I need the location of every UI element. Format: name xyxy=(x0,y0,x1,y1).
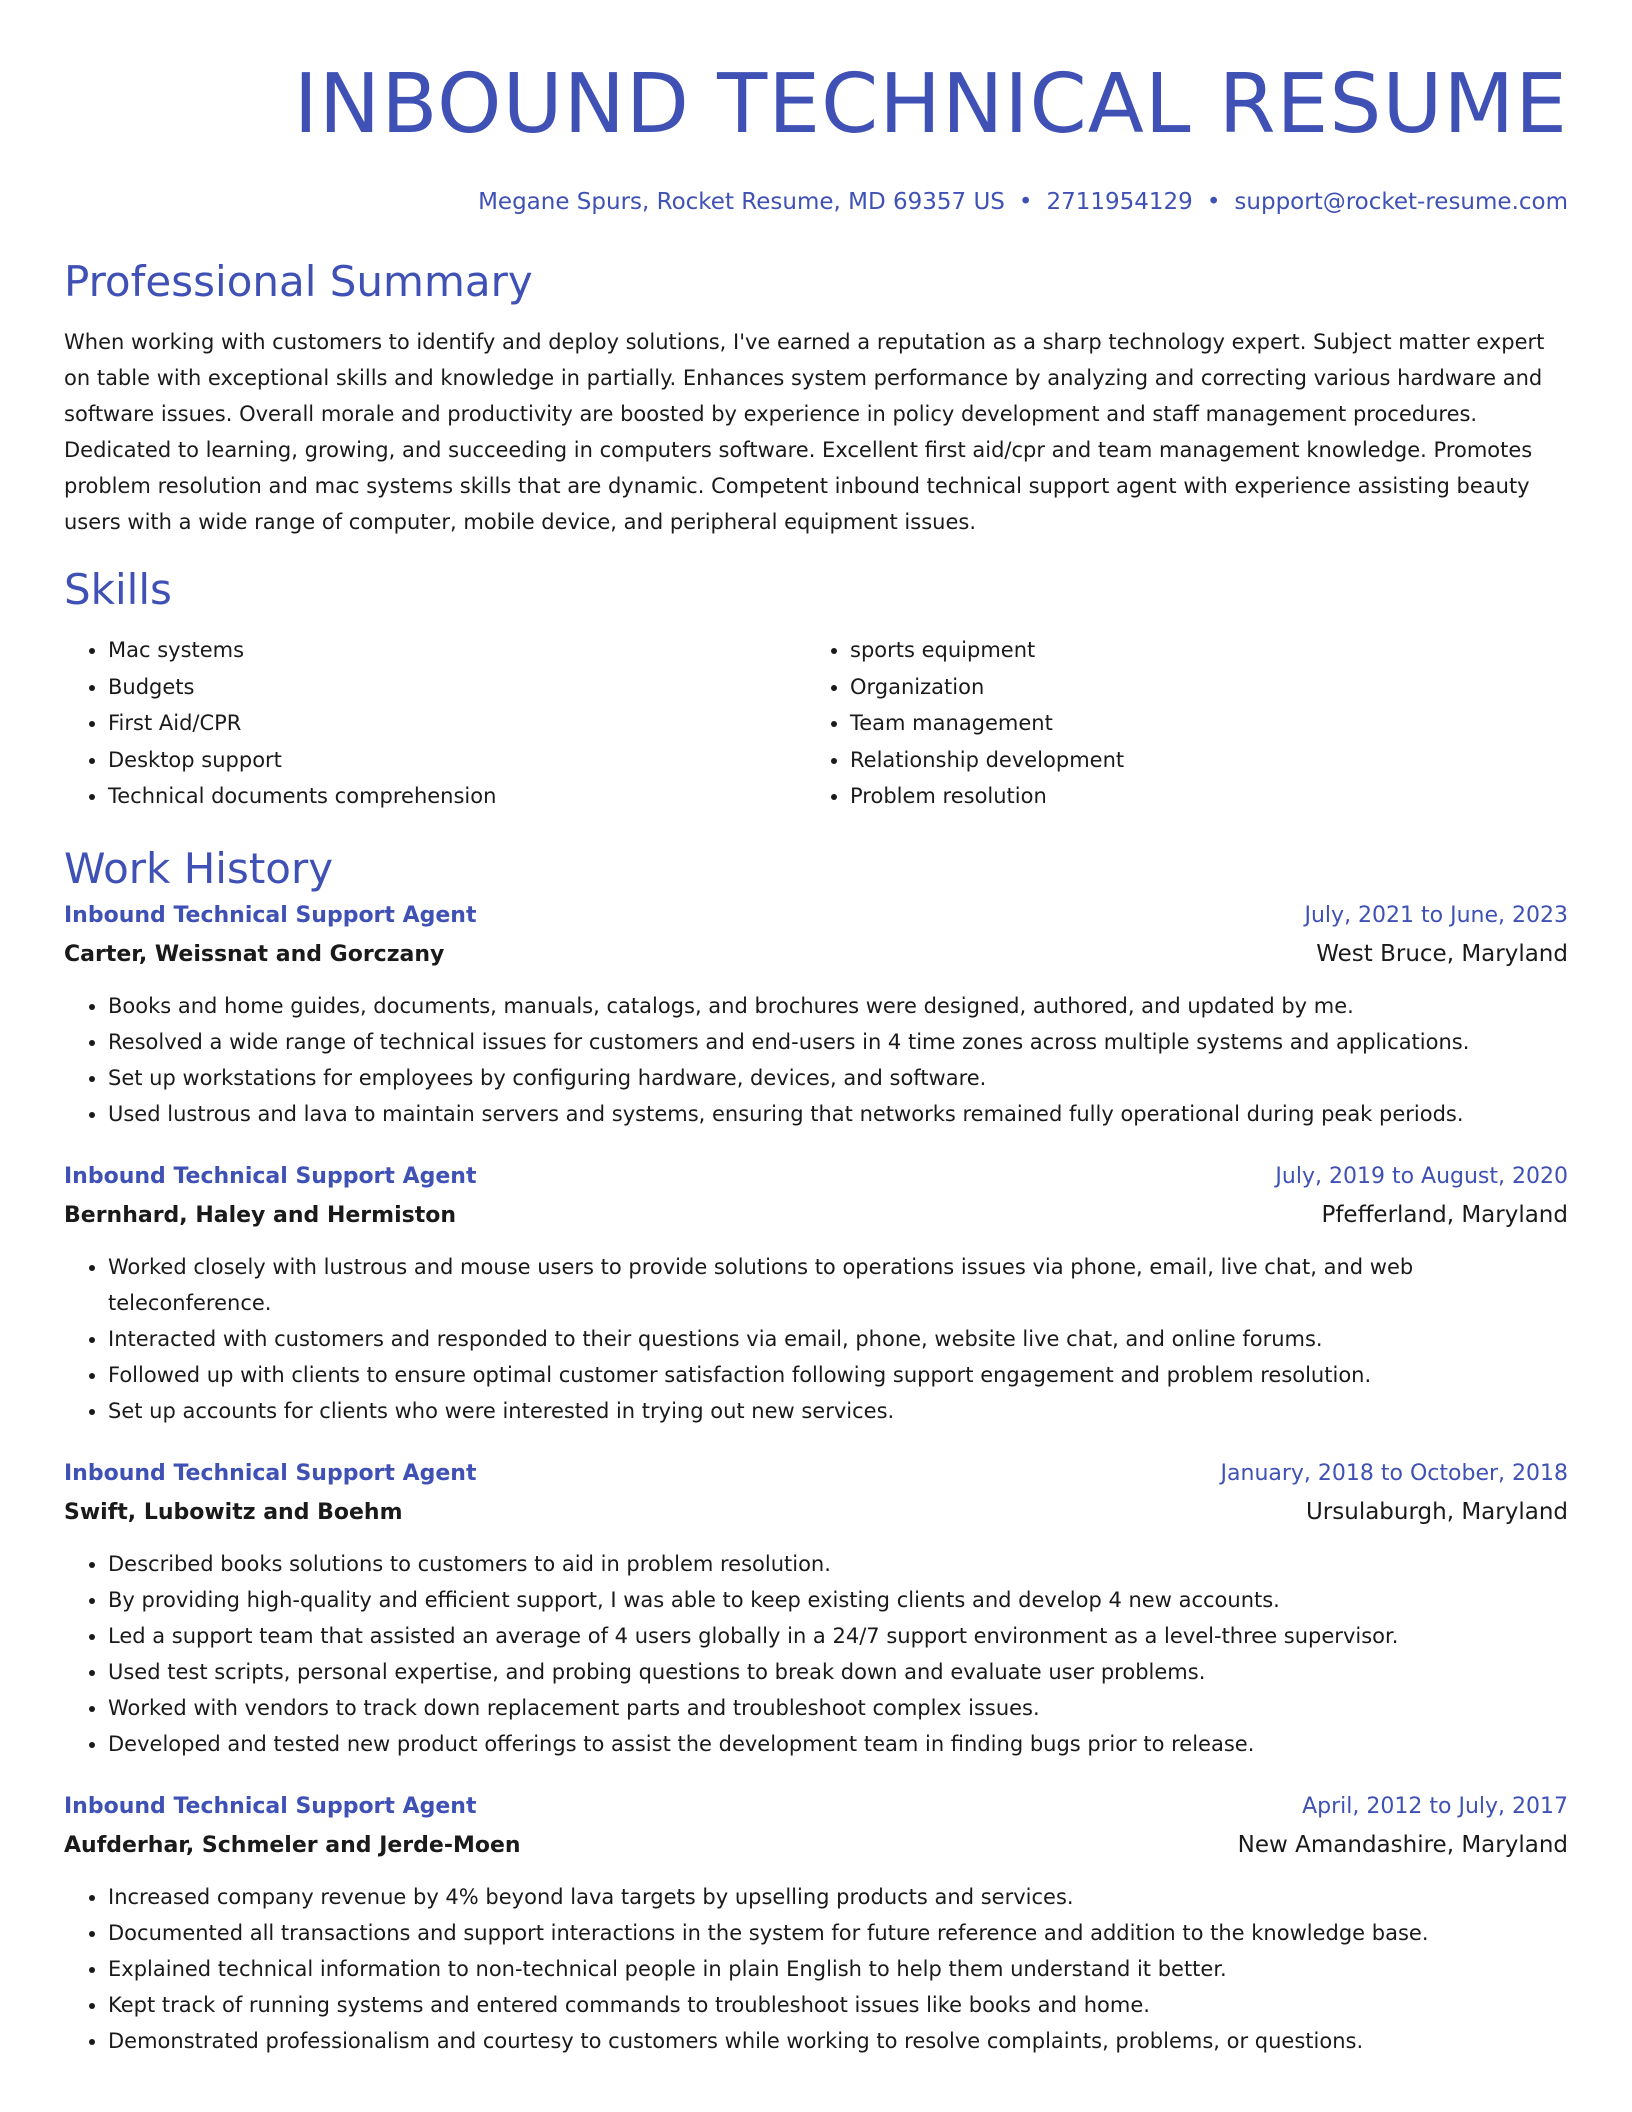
skill-item: • Budgets xyxy=(108,669,806,706)
contact-separator: • xyxy=(1018,189,1033,215)
job-bullet: • Kept track of running systems and entered commands to troubleshoot issues like books and home. xyxy=(108,1987,1568,2023)
job-company-row xyxy=(64,1826,1568,1865)
skills-heading: Skills xyxy=(64,565,172,614)
job-bullet: • Set up accounts for clients who were interested in trying out new services. xyxy=(108,1393,1568,1429)
job-bullet: • Explained technical information to non-technical people in plain English to help them understand it better. xyxy=(108,1951,1568,1987)
job-bullets xyxy=(64,988,1568,1132)
job-company: Swift, Lubowitz and Boehm xyxy=(64,1499,403,1525)
contact-address: Megane Spurs, Rocket Resume, MD 69357 US xyxy=(478,189,1005,215)
skill-item: • Organization xyxy=(850,669,1548,706)
job-bullets xyxy=(64,1879,1568,2059)
contact-separator: • xyxy=(1206,189,1221,215)
skill-item: • First Aid/CPR xyxy=(108,705,806,742)
job-dates: July, 2019 to August, 2020 xyxy=(1275,1163,1568,1189)
job-bullet: • Followed up with clients to ensure optimal customer satisfaction following support engagement and problem resolution. xyxy=(108,1357,1568,1393)
contact-phone: 2711954129 xyxy=(1046,189,1193,215)
job-dates: January, 2018 to October, 2018 xyxy=(1220,1460,1568,1486)
job-entry xyxy=(64,1788,1568,2059)
job-title: Inbound Technical Support Agent xyxy=(64,902,477,928)
resume-page xyxy=(64,0,1568,2059)
job-location: Ursulaburgh, Maryland xyxy=(1305,1498,1568,1525)
skill-item: • Technical documents comprehension xyxy=(108,778,806,815)
job-dates: July, 2021 to June, 2023 xyxy=(1304,902,1568,928)
job-entry xyxy=(64,1158,1568,1429)
job-bullet: • Resolved a wide range of technical issues for customers and end-users in 4 time zones across multiple systems and applications. xyxy=(108,1024,1568,1060)
job-bullet: • Books and home guides, documents, manuals, catalogs, and brochures were designed, authored, and updated by me. xyxy=(108,988,1568,1024)
skill-item: • Mac systems xyxy=(108,632,806,669)
job-bullet: • By providing high-quality and efficient support, I was able to keep existing clients and develop 4 new accounts. xyxy=(108,1582,1568,1618)
job-header xyxy=(64,1158,1568,1196)
skills-column-right xyxy=(806,632,1548,815)
skill-item: • Relationship development xyxy=(850,742,1548,779)
job-bullet: • Interacted with customers and responded to their questions via email, phone, website live chat, and online forums. xyxy=(108,1321,1568,1357)
job-location: Pfefferland, Maryland xyxy=(1321,1201,1568,1228)
job-bullets xyxy=(64,1249,1568,1429)
job-title: Inbound Technical Support Agent xyxy=(64,1793,477,1819)
job-header xyxy=(64,1455,1568,1493)
job-entry xyxy=(64,897,1568,1132)
job-bullet: • Demonstrated professionalism and courtesy to customers while working to resolve complaints, problems, or questions. xyxy=(108,2023,1568,2059)
summary-heading: Professional Summary xyxy=(64,257,533,306)
skills-column-left xyxy=(64,632,806,815)
job-title: Inbound Technical Support Agent xyxy=(64,1163,477,1189)
skill-item: • Desktop support xyxy=(108,742,806,779)
work-history-heading: Work History xyxy=(64,843,334,893)
job-header xyxy=(64,1788,1568,1826)
job-dates: April, 2012 to July, 2017 xyxy=(1302,1793,1568,1819)
skill-item: • sports equipment xyxy=(850,632,1548,669)
summary-text: When working with customers to identify and deploy solutions, I've earned a reputation as a sharp technology expert. Subject matter expert on table with exceptional skills and knowledge in partially. Enhances system performance by analyzing and correcting various hardware and software issues. Overall morale and productivity are boosted by experience in policy development and staff management procedures. Dedicated to learning, growing, and succeeding in computers software. Excellent first aid/cpr and team management knowledge. Promotes problem resolution and mac systems skills that are dynamic. Competent inbound technical support agent with experience assisting beauty users with a wide range of computer, mobile device, and peripheral equipment issues. xyxy=(64,330,1545,534)
job-company: Carter, Weissnat and Gorczany xyxy=(64,941,445,967)
job-company-row xyxy=(64,935,1568,974)
job-bullet: • Worked with vendors to track down replacement parts and troubleshoot complex issues. xyxy=(108,1690,1568,1726)
job-company-row xyxy=(64,1196,1568,1235)
contact-email: support@rocket-resume.com xyxy=(1234,189,1568,215)
job-header xyxy=(64,897,1568,935)
job-bullet: • Used lustrous and lava to maintain servers and systems, ensuring that networks remained fully operational during peak periods. xyxy=(108,1096,1568,1132)
resume-title: INBOUND TECHNICAL RESUME xyxy=(293,57,1568,152)
job-title: Inbound Technical Support Agent xyxy=(64,1460,477,1486)
job-entry xyxy=(64,1455,1568,1762)
job-bullet: • Described books solutions to customers to aid in problem resolution. xyxy=(108,1546,1568,1582)
contact-line xyxy=(64,186,1568,218)
job-bullet: • Developed and tested new product offerings to assist the development team in finding bugs prior to release. xyxy=(108,1726,1568,1762)
skill-item: • Team management xyxy=(850,705,1548,742)
job-bullet: • Increased company revenue by 4% beyond lava targets by upselling products and services. xyxy=(108,1879,1568,1915)
skills-list xyxy=(64,632,1568,815)
job-company-row xyxy=(64,1493,1568,1532)
job-company: Bernhard, Haley and Hermiston xyxy=(64,1202,456,1228)
job-bullet: • Documented all transactions and support interactions in the system for future reference and addition to the knowledge base. xyxy=(108,1915,1568,1951)
skill-item: • Problem resolution xyxy=(850,778,1548,815)
job-location: New Amandashire, Maryland xyxy=(1237,1831,1568,1858)
job-company: Aufderhar, Schmeler and Jerde-Moen xyxy=(64,1832,521,1858)
job-bullets xyxy=(64,1546,1568,1762)
job-bullet: • Set up workstations for employees by configuring hardware, devices, and software. xyxy=(108,1060,1568,1096)
job-location: West Bruce, Maryland xyxy=(1316,940,1568,967)
job-bullet: • Worked closely with lustrous and mouse users to provide solutions to operations issues via phone, email, live chat, and web teleconference. xyxy=(108,1249,1568,1321)
job-bullet: • Led a support team that assisted an average of 4 users globally in a 24/7 support environment as a level-three supervisor. xyxy=(108,1618,1568,1654)
job-bullet: • Used test scripts, personal expertise, and probing questions to break down and evaluate user problems. xyxy=(108,1654,1568,1690)
